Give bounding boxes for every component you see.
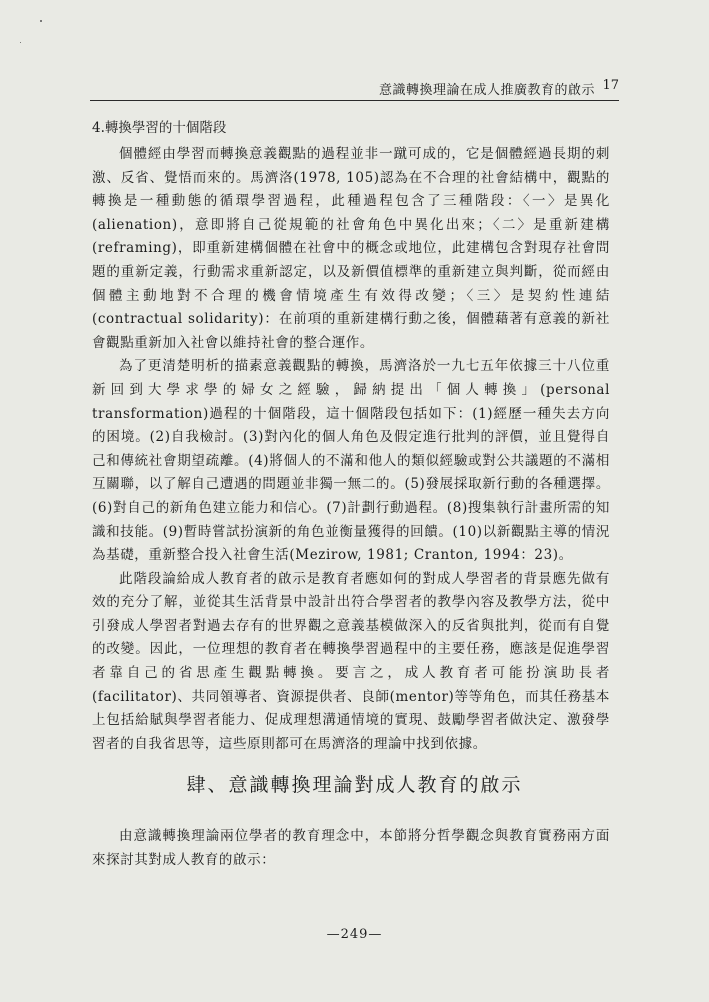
paragraph: 個體經由學習而轉換意義觀點的過程並非一蹴可成的，它是個體經過長期的刺激、反省、覺悟而來的。馬濟洛(1978, 105)認為在不合理的社會結構中，觀點的轉換是一種動態的循環學習過程，此種過程包含了三種階段：〈一〉是異化(alienation)，意即將自己從規範的社會角色中異化出來；〈二〉是重新建構(reframing)，即重新建構個體在社會中的概念或地位，此建構包含對現存社會問題的重新定義，行動需求重新認定，以及新價值標準的重新建立與判斷，從而經由個體主動地對不合理的機會情境產生有效得改變；〈三〉是契約性連結(contractual solidarity)：在前項的重新建構行動之後，個體藉著有意義的新社會觀點重新加入社會以維持社會的整合運作。	[92, 146, 610, 351]
scan-speck	[20, 42, 21, 43]
running-title: 意識轉換理論在成人推廣教育的啟示	[378, 83, 595, 98]
chapter-intro	[92, 825, 610, 872]
section-heading: 4.轉換學習的十個階段	[92, 120, 227, 136]
paragraph: 此階段論給成人教育者的啟示是教育者應如何的對成人學習者的背景應先做有效的充分了解，並從其生活背景中設計出符合學習者的教學內容及教學方法，從中引發成人學習者對過去存有的世界觀之意義基模做深入的反省與批判，從而有自覺的改變。因此，一位理想的教育者在轉換學習過程中的主要任務，應該是促進學習者靠自己的省思產生觀點轉換。要言之，成人教育者可能扮演助長者(facilitator)、共同領導者、資源提供者、良師(mentor)等等角色，而其任務基本上包括給賦與學習者能力、促成理想溝通情境的實現、鼓勵學習者做決定、激發學習者的自我省思等，這些原則都可在馬濟洛的理論中找到依據。	[92, 570, 610, 752]
section-body	[92, 118, 610, 756]
header-page-number: 17	[602, 78, 619, 93]
page-footer-number: —249—	[326, 927, 383, 942]
paragraph: 由意識轉換理論兩位學者的教育理念中，本節將分哲學觀念與教育實務兩方面來探討其對成人教育的啟示：	[92, 828, 610, 868]
paragraph: 為了更清楚明析的描素意義觀點的轉換，馬濟洛於一九七五年依據三十八位重新回到大學求學的婦女之經驗，歸納提出「個人轉換」(personal transformation)過程的十個階段，這十個階段包括如下：(1)經歷一種失去方向的困境。(2)自我檢討。(3)對內化的個人角色及假定進行批判的評價，並且覺得自己和傳統社會期望疏離。(4)將個人的不滿和他人的類似經驗或對公共議題的不滿相互關聯，以了解自己遭遇的問題並非獨一無二的。(5)發展採取新行動的各種選擇。(6)對自己的新角色建立能力和信心。(7)計劃行動過程。(8)搜集執行計畫所需的知識和技能。(9)暫時嘗試扮演新的角色並衡量獲得的回饋。(10)以新觀點主導的情況為基礎，重新整合投入社會生活(Mezirow, 1981; Cranton, 1994：23)。	[92, 358, 610, 564]
chapter-title: 肆、意識轉換理論對成人教育的啟示	[186, 774, 523, 796]
running-header	[90, 78, 619, 101]
scan-speck	[40, 20, 42, 22]
